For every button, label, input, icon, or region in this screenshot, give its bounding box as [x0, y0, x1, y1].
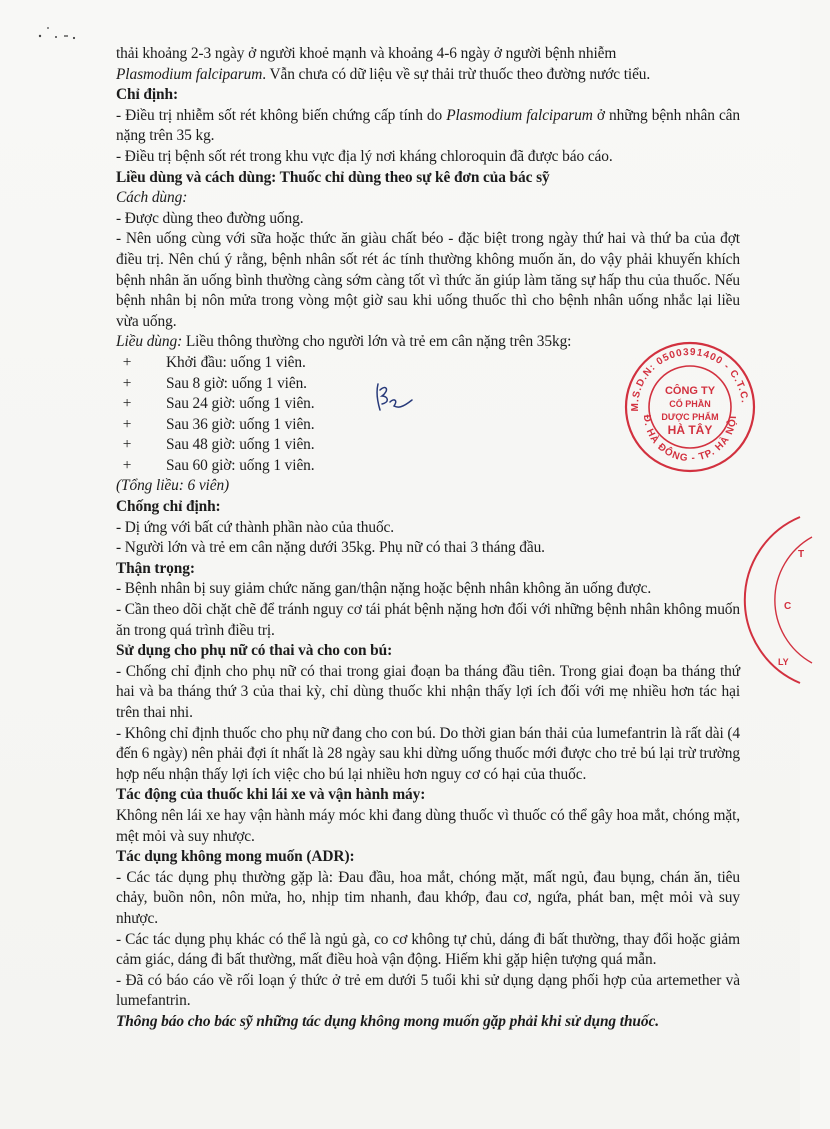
document-body	[116, 44, 740, 1033]
dosage-item-text: Sau 48 giờ: uống 1 viên.	[166, 436, 315, 454]
paragraph: - Bệnh nhân bị suy giảm chức năng gan/thận nặng hoặc bệnh nhân không ăn uống được.	[116, 580, 652, 598]
plus-bullet: +	[122, 353, 132, 371]
paragraph: - Dị ứng với bất cứ thành phần nào của thuốc.	[116, 518, 395, 536]
section-heading: Liều dùng và cách dùng: Thuốc chỉ dùng theo sự kê đơn của bác sỹ	[116, 168, 550, 186]
paragraph: - Đã có báo cáo về rối loạn ý thức ở trẻ em dưới 5 tuổi khi sử dụng dạng phối hợp của artemether và lumefantrin.	[116, 971, 740, 1010]
partial-stamp-letter-1: T	[798, 549, 805, 560]
dosage-item-text: Sau 60 giờ: uống 1 viên.	[166, 456, 315, 474]
section-heading: Chống chỉ định:	[116, 498, 221, 516]
paragraph: thải khoảng 2-3 ngày ở người khoẻ mạnh và khoảng 4-6 ngày ở người bệnh nhiễm	[116, 45, 617, 62]
handwritten-initials	[368, 378, 418, 416]
paragraph: - Người lớn và trẻ em cân nặng dưới 35kg. Phụ nữ có thai 3 tháng đầu.	[116, 539, 545, 557]
paragraph: - Cần theo dõi chặt chẽ để tránh nguy cơ tái phát bệnh nặng hơn đối với những bệnh nhân không muốn ăn trong quá trình điều trị.	[116, 601, 740, 639]
plus-bullet: +	[122, 415, 132, 433]
plus-bullet: +	[122, 395, 132, 413]
stamp-ring-top: M.S.D.N: 0500391400 - C.T.C.	[629, 346, 750, 412]
paragraph: - Nên uống cùng với sữa hoặc thức ăn giàu chất béo - đặc biệt trong ngày thứ hai và thứ ba của đợt điều trị. Nên chú ý rằng, bệnh nhân sốt rét ác tính thường không muốn ăn, do vậy phải khuyến khích bệnh nhân ăn uống bình thường càng sớm càng tốt vì thức ăn giúp làm tăng sự hấp thu của thuốc. Nếu bệnh nhân bị nôn mửa trong vòng một giờ sau khi uống thuốc thì cho bệnh nhân uống nhắc lại liều vừa uống.	[116, 230, 740, 330]
subheading: Cách dùng:	[116, 189, 188, 207]
paragraph: - Không chỉ định thuốc cho phụ nữ đang cho con bú. Do thời gian bán thải của lumefantrin là rất dài (4 đến 6 ngày) nên phải đợi ít nhất là 28 ngày sau khi dừng uống thuốc mới được cho trẻ bú lại trừ trường hợp nếu nhận thấy lợi ích việc cho bú lại nhiều hơn nguy cơ có hại của thuốc.	[116, 724, 740, 783]
dosage-item-text: Sau 36 giờ: uống 1 viên.	[166, 415, 315, 433]
section-heading: Tác dụng không mong muốn (ADR):	[116, 848, 355, 866]
company-stamp	[622, 339, 758, 475]
section-heading: Chỉ định:	[116, 86, 178, 104]
partial-stamp-letter-2: C	[784, 601, 792, 612]
dosage-intro-text: Liều thông thường cho người lớn và trẻ em cân nặng trên 35kg:	[182, 333, 572, 351]
plus-bullet: +	[122, 374, 132, 392]
paragraph: - Điều trị bệnh sốt rét trong khu vực địa lý nơi kháng chloroquin đã được báo cáo.	[116, 147, 613, 165]
stamp-line-1: CÔNG TY	[664, 385, 716, 397]
section-contraindications-to-adr	[116, 497, 740, 1012]
paragraph: - Điều trị nhiễm sốt rét không biến chứng cấp tính do Plasmodium falciparum ở những bệnh nhân cân nặng trên 35 kg.	[116, 106, 741, 145]
partial-stamp-edge	[770, 515, 830, 685]
plus-bullet: +	[122, 436, 132, 454]
section-heading: Tác động của thuốc khi lái xe và vận hành máy:	[116, 786, 426, 804]
paragraph: - Được dùng theo đường uống.	[116, 209, 304, 227]
section-pharmacokinetics-to-usage	[116, 44, 740, 332]
stamp-line-2: CỔ PHẦN	[669, 399, 711, 409]
dosage-item-text: Sau 24 giờ: uống 1 viên.	[166, 395, 315, 413]
section-heading: Thận trọng:	[116, 559, 195, 577]
dosage-intro-label: Liều dùng:	[116, 333, 183, 351]
stamp-ring-bottom: Đ. HÀ ĐÔNG - TP. HÀ NỘI	[640, 414, 740, 465]
paragraph: - Các tác dụng phụ khác có thể là ngủ gà, co cơ không tự chủ, dáng đi bất thường, thay đổi hoặc giảm cảm giác, dáng đi bất thường, mất điều hoà vận động. Hiếm khi gặp hiện tượng quá mẫn.	[116, 930, 740, 969]
paragraph: - Các tác dụng phụ thường gặp là: Đau đầu, hoa mắt, chóng mặt, mất ngủ, đau bụng, chán ăn, tiêu chảy, buồn nôn, nôn mửa, ho, nhịp tim nhanh, đau khớp, đau cơ, ngứa, phát ban, mệt mỏi và suy nhược.	[116, 868, 740, 927]
stamp-line-3: DƯỢC PHẨM	[661, 412, 719, 422]
plus-bullet: +	[122, 456, 132, 474]
paragraph: - Chống chỉ định cho phụ nữ có thai trong giai đoạn ba tháng đầu tiên. Trong giai đoạn ba tháng thứ hai và ba tháng thứ 3 của thai kỳ, chỉ dùng thuốc khi nhận thấy lợi ích đối với mẹ nhiều hơn tác hại trên thai nhi.	[116, 662, 740, 721]
total-dose: (Tổng liều: 6 viên)	[116, 477, 230, 495]
paragraph: Plasmodium falciparum. Vẫn chưa có dữ liệu về sự thải trừ thuốc theo đường nước tiểu.	[116, 65, 651, 83]
final-note: Thông báo cho bác sỹ những tác dụng không mong muốn gặp phải khi sử dụng thuốc.	[116, 1012, 659, 1030]
scan-specks	[34, 22, 94, 46]
partial-stamp-letter-3: LY	[778, 657, 789, 667]
paragraph: Không nên lái xe hay vận hành máy móc khi đang dùng thuốc vì thuốc có thể gây hoa mắt, chóng mặt, mệt mỏi và suy nhược.	[116, 806, 740, 845]
stamp-line-4: HÀ TÂY	[667, 423, 713, 437]
section-heading: Sử dụng cho phụ nữ có thai và cho con bú:	[116, 642, 393, 660]
dosage-item-text: Khởi đầu: uống 1 viên.	[166, 353, 306, 371]
dosage-item-text: Sau 8 giờ: uống 1 viên.	[166, 374, 307, 392]
